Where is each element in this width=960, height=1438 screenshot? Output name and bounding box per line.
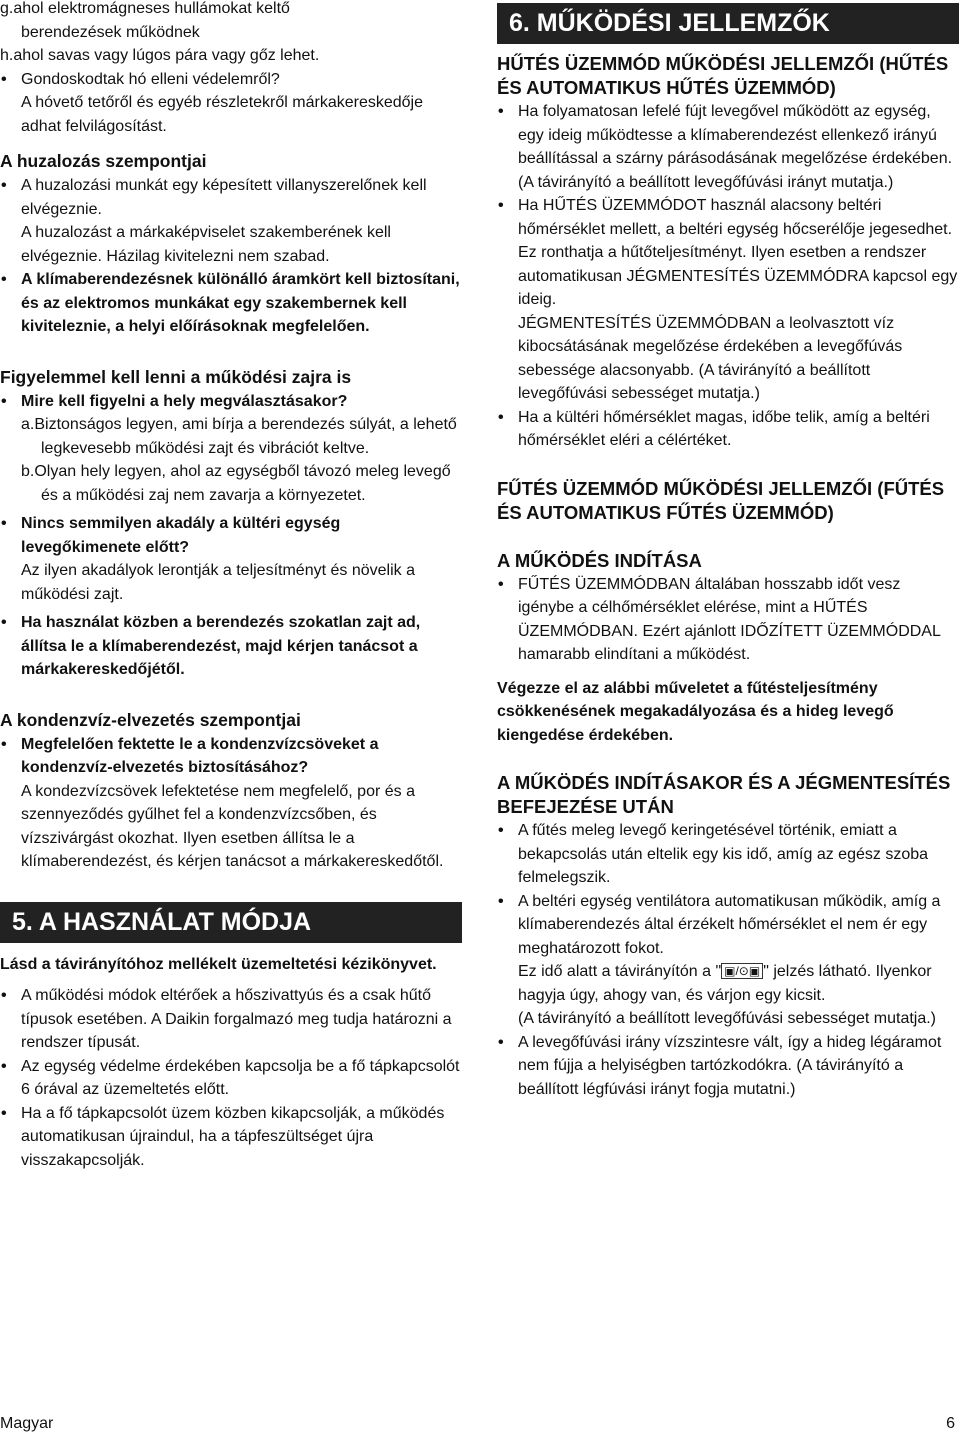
heating-heading: FŰTÉS ÜZEMMÓD MŰKÖDÉSI JELLEMZŐI (FŰTÉS ÉS AUTOMATIKUS FŰTÉS ÜZEMMÓD) — [497, 477, 945, 523]
footer-language: Magyar — [0, 1415, 54, 1432]
noise-item-2-text: Az ilyen akadályok lerontják a teljesítményt és növelik a működési zajt. — [21, 562, 415, 603]
drain-item-title: Megfelelően fektette le a kondenzvízcsöveket a kondenzvíz-elvezetés biztosításához? — [21, 735, 379, 776]
defrost-item-1: • A fűtés meleg levegő keringetésével történik, emiatt a bekapcsolás után eltelik egy kis idő, amíg az egész szoba felmelegszik. — [497, 819, 959, 890]
left-column — [0, 0, 462, 1172]
footer-page-number: 6 — [946, 1415, 955, 1432]
intro-line-g: g.ahol elektromágneses hullámokat keltő — [0, 0, 290, 17]
cooling-heading: HŰTÉS ÜZEMMÓD MŰKÖDÉSI JELLEMZŐI (HŰTÉS ÉS AUTOMATIKUS HŰTÉS ÜZEMMÓD) — [497, 53, 949, 98]
drain-item — [0, 733, 462, 874]
noise-item-2 — [0, 512, 462, 606]
cooling-item-2-more: JÉGMENTESÍTÉS ÜZEMMÓDBAN a leolvasztott víz kibocsátásának megelőzése érdekében a levegőfúvás sebessége alacsonyabb. (A távirányító a beállított levegőfúvási sebességet mutatja.) — [518, 314, 903, 402]
wiring-item-1-text: A huzalozást a márkaképviselet szakemberének kell elvégeznie. Házilag kivitelezni nem szabad. — [21, 224, 391, 265]
defrost-item-2-pre: Ez idő alatt a távirányítón a " — [518, 963, 722, 980]
noise-item-b: b.Olyan hely legyen, ahol az egységből távozó meleg levegő és a működési zaj nem zavarja a környezetet. — [21, 463, 451, 504]
noise-item-3: • Ha használat közben a berendezés szokatlan zajt ad, állítsa le a klímaberendezést, majd kérjen tanácsot a márkakereskedőjétől. — [0, 611, 462, 682]
section-5-item-1: • A működési módok eltérőek a hőszivattyús és a csak hűtő típusok esetében. A Daikin forgalmazó meg tudja határozni a rendszer típusát. — [0, 984, 462, 1055]
start-item: • FŰTÉS ÜZEMMÓDBAN általában hosszabb időt vesz igénybe a célhőmérséklet elérése, mint a HŰTÉS ÜZEMMÓDBAN. Ezért ajánlott IDŐZÍTETT ÜZEMMÓDDAL hamarabb elindítani a működést. — [497, 573, 959, 667]
cooling-item-2-text: Ha HŰTÉS ÜZEMMÓDOT használ alacsony beltéri hőmérséklet mellett, a beltéri egység hőcserélője jegesedhet. Ez ronthatja a hűtőteljesítményt. Ilyen esetben a rendszer automatikusan JÉGMENTESÍTÉS ÜZEMMÓDRA kapcsol egy ideig. — [518, 197, 958, 308]
right-column — [497, 0, 959, 1101]
drain-item-text: A kondezvízcsövek lefektetése nem megfelelő, por és a szennyeződés gyűlhet fel a kondenzvízcsőben, és vízszivárgást okozhat. Ilyen esetben állítsa le a klímaberendezést, és kérjen tanácsot a márkakereskedőtől. — [21, 782, 444, 870]
intro-line-g-cont: berendezések működnek — [21, 23, 200, 41]
defrost-item-2-post: " jelzés látható. Ilyenkor hagyja úgy, ahogy van, és várjon egy kicsit. — [518, 963, 932, 1004]
cooling-item-3: • Ha a kültéri hőmérséklet magas, időbe telik, amíg a beltéri hőmérséklet eléri a célértéket. — [497, 406, 959, 453]
noise-item-a: a.Biztonságos legyen, ami bírja a berendezés súlyát, a lehető legkevesebb működési zajt és vibrációt keltve. — [21, 416, 457, 457]
snow-item — [0, 68, 462, 139]
wiring-heading: A huzalozás szempontjai — [0, 151, 207, 171]
start-note: Végezze el az alábbi műveletet a fűtésteljesítmény csökkenésének megakadályozása és a hideg levegő kiengedése érdekében. — [497, 679, 894, 744]
noise-item-2-title: Nincs semmilyen akadály a kültéri egység levegőkimenete előtt? — [21, 515, 341, 556]
defrost-heading: A MŰKÖDÉS INDÍTÁSAKOR ÉS A JÉGMENTESÍTÉS BEFEJEZÉSE UTÁN — [497, 772, 951, 817]
wiring-item-1 — [0, 174, 462, 268]
cooling-item-1: • Ha folyamatosan lefelé fújt levegővel működött az egység, egy ideig működtesse a klímaberendezést ellenkező irányú beállítással a szárny párásodásának megelőzése érdekében. (A távirányító a beállított levegőfúvási irányt mutatja.) — [497, 100, 959, 194]
wiring-item-2: • A klímaberendezésnek különálló áramkört kell biztosítani, és az elektromos munkákat egy szakembernek kell kiviteleznie, a helyi előírásoknak megfelelően. — [0, 268, 462, 339]
fan-mode-icon: ▣/⊙▣ — [721, 963, 763, 979]
section-5-note: Lásd a távirányítóhoz mellékelt üzemeltetési kézikönyvet. — [0, 955, 437, 973]
section-5-banner: 5. A HASZNÁLAT MÓDJA — [0, 902, 462, 943]
section-5-item-2: • Az egység védelme érdekében kapcsolja be a fő tápkapcsolót 6 órával az üzemeltetés előtt. — [0, 1055, 462, 1102]
defrost-item-2 — [497, 890, 959, 1031]
wiring-item-1-title: A huzalozási munkát egy képesített villanyszerelőnek kell elvégeznie. — [21, 177, 427, 218]
section-6-banner: 6. MŰKÖDÉSI JELLEMZŐK — [497, 3, 959, 44]
intro-line-h: h.ahol savas vagy lúgos pára vagy gőz lehet. — [0, 47, 320, 64]
noise-item-1: • Mire kell figyelni a hely megválasztásakor? — [0, 390, 462, 414]
start-heading: A MŰKÖDÉS INDÍTÁSA — [497, 549, 702, 571]
defrost-item-3: • A levegőfúvási irány vízszintesre vált, így a hideg légáramot nem fújja a helyiségben tartózkodókra. (A távirányító a beállított légfúvási irányt fogja mutatni.) — [497, 1031, 959, 1102]
defrost-item-2-text: A beltéri egység ventilátora automatikusan működik, amíg a klímaberendezés által érzékelt hőmérséklet el nem ér egy meghatározott fokot. — [518, 892, 941, 957]
cooling-item-2 — [497, 194, 959, 406]
section-5-item-3: • Ha a fő tápkapcsolót üzem közben kikapcsolják, a működés automatikusan újraindul, ha a tápfeszültséget újra visszakapcsolják. — [0, 1102, 462, 1173]
drain-heading: A kondenzvíz-elvezetés szempontjai — [0, 709, 301, 730]
snow-question: Gondoskodtak hó elleni védelemről? — [21, 70, 280, 88]
noise-heading: Figyelemmel kell lenni a működési zajra is — [0, 366, 352, 387]
snow-text: A hóvető tetőről és egyéb részletekről márkakereskedője adhat felvilágosítást. — [21, 94, 423, 135]
defrost-item-2-note: (A távirányító a beállított levegőfúvási sebességet mutatja.) — [518, 1010, 937, 1027]
